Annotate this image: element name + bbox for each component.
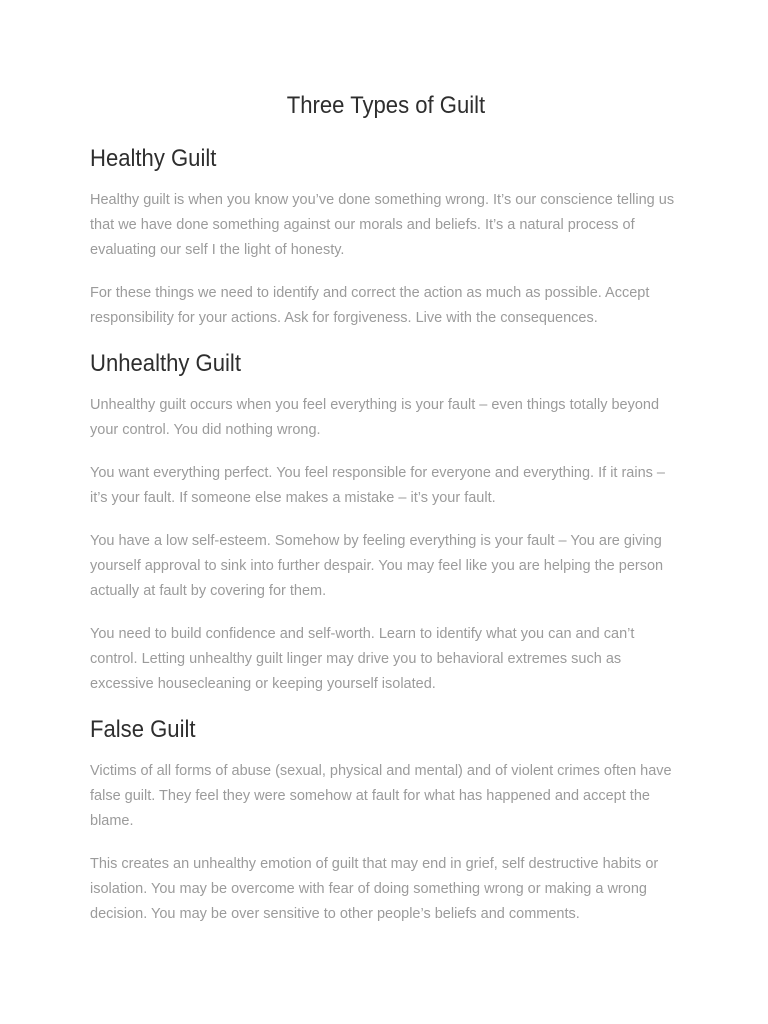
section-unhealthy-guilt [90, 349, 682, 697]
section-heading: Healthy Guilt [90, 145, 217, 172]
section-false-guilt [90, 715, 682, 927]
paragraph: You have a low self-esteem. Somehow by feeling everything is your fault – You are giving yourself approval to sink into further despair. You may feel like you are helping the person actually at fault by covering for them. [90, 533, 664, 599]
paragraph: Healthy guilt is when you know you’ve done something wrong. It’s our conscience telling us that we have done something against our morals and beliefs. It’s a natural process of evaluating our self I the light of honesty. [90, 192, 675, 258]
paragraph: You need to build confidence and self-worth. Learn to identify what you can and can’t control. Letting unhealthy guilt linger may drive you to behavioral extremes such as excessive housecleaning or keeping yourself isolated. [90, 626, 635, 692]
section-heading: Unhealthy Guilt [90, 350, 241, 377]
paragraph: This creates an unhealthy emotion of guilt that may end in grief, self destructive habits or isolation. You may be overcome with fear of doing something wrong or making a wrong decision. You may be over sensitive to other people’s beliefs and comments. [90, 856, 659, 922]
paragraph: For these things we need to identify and correct the action as much as possible. Accept responsibility for your actions. Ask for forgiveness. Live with the consequences. [90, 285, 650, 326]
document-page [90, 88, 682, 945]
paragraph: Victims of all forms of abuse (sexual, physical and mental) and of violent crimes often have false guilt. They feel they were somehow at fault for what has happened and accept the blame. [90, 763, 672, 829]
section-healthy-guilt [90, 144, 682, 331]
document-title: Three Types of Guilt [286, 92, 486, 119]
section-heading: False Guilt [90, 716, 196, 743]
paragraph: You want everything perfect. You feel responsible for everyone and everything. If it rains – it’s your fault. If someone else makes a mistake – it’s your fault. [90, 465, 665, 506]
paragraph: Unhealthy guilt occurs when you feel everything is your fault – even things totally beyond your control. You did nothing wrong. [90, 397, 660, 438]
